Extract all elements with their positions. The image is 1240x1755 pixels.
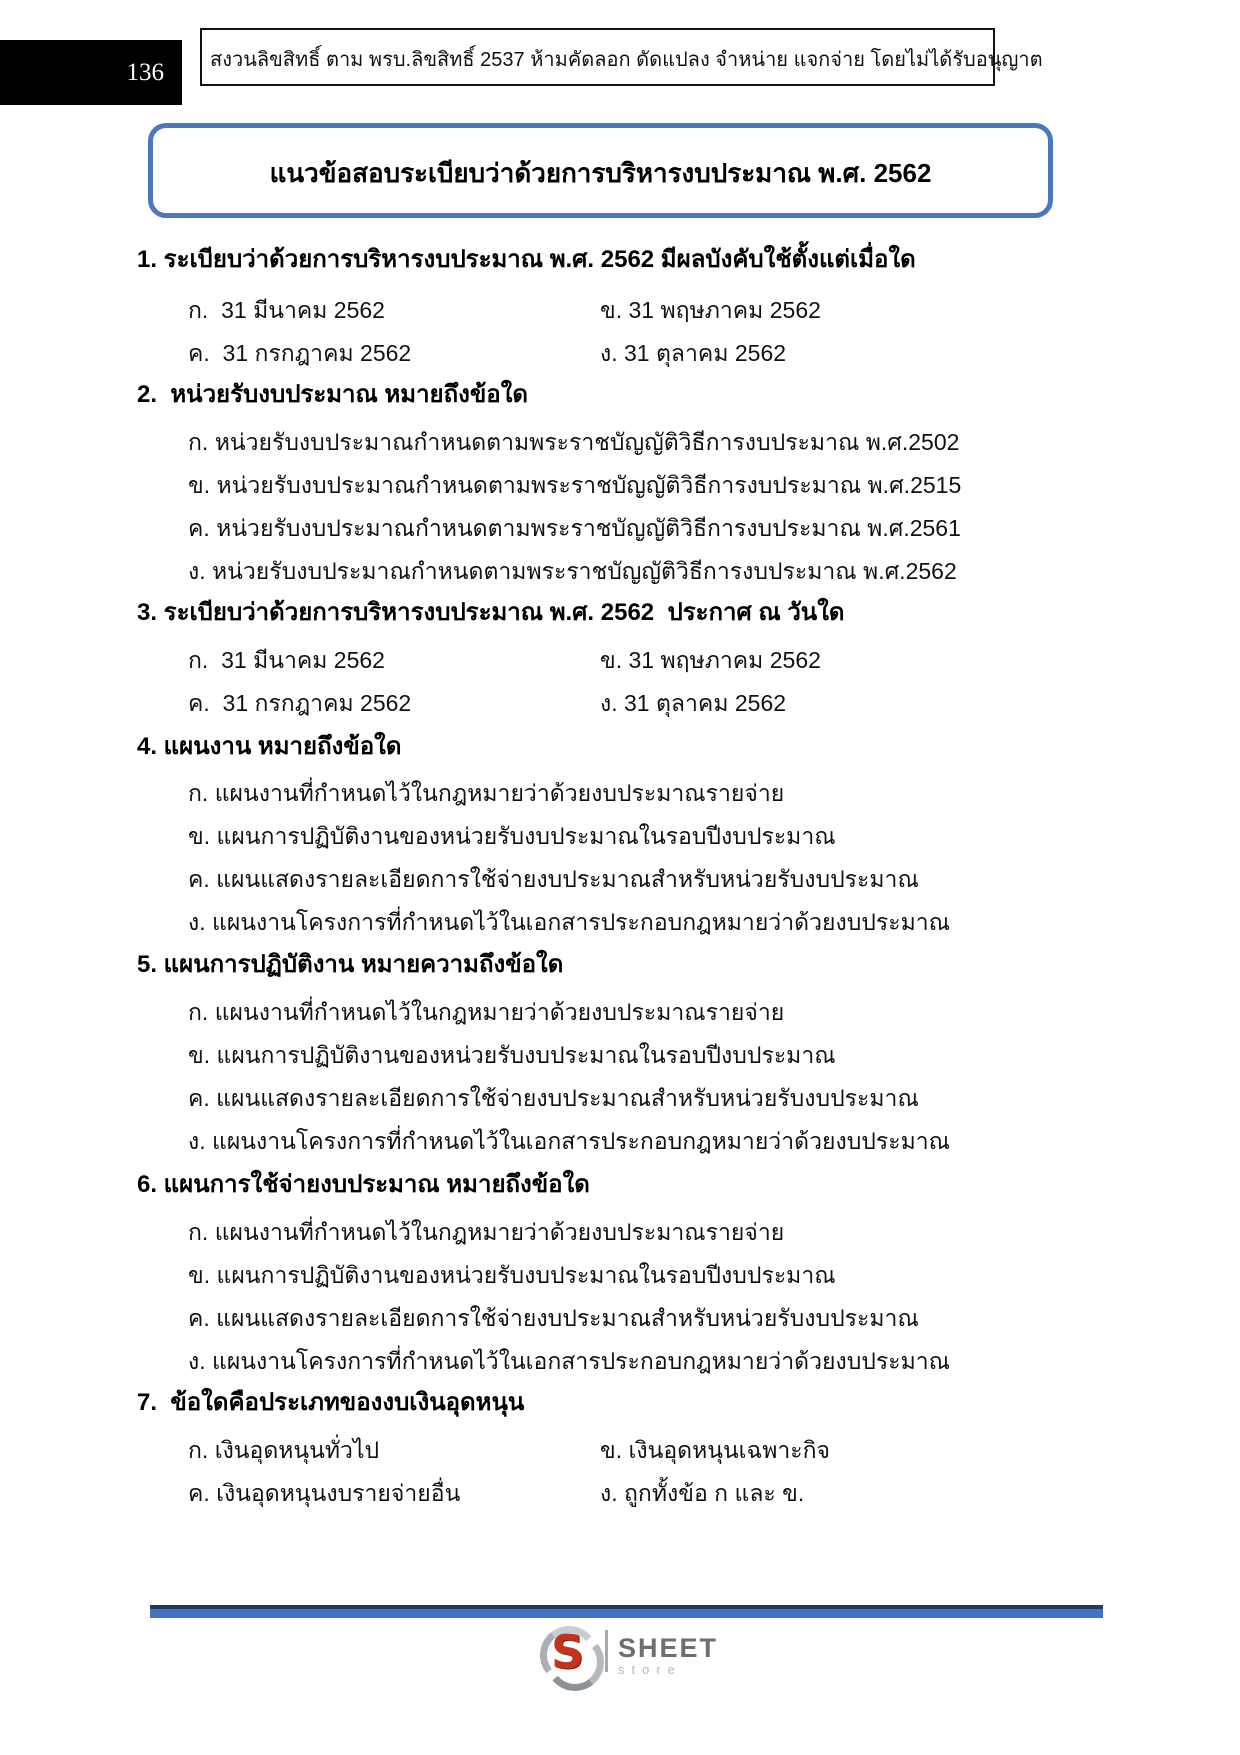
question-2-option-c: ค. หน่วยรับงบประมาณกำหนดตามพระราชบัญญัติวิธีการงบประมาณ พ.ศ.2561 [188,515,961,541]
question-4-option-a: ก. แผนงานที่กำหนดไว้ในกฎหมายว่าด้วยงบประมาณรายจ่าย [188,780,785,806]
question-1-option-b: ข. 31 พฤษภาคม 2562 [600,297,821,323]
question-7-option-d: ง. ถูกทั้งข้อ ก และ ข. [600,1480,805,1506]
question-5-heading: 5. แผนการปฏิบัติงาน หมายความถึงข้อใด [137,951,564,978]
question-3-option-d: ง. 31 ตุลาคม 2562 [600,690,787,716]
question-1-heading: 1. ระเบียบว่าด้วยการบริหารงบประมาณ พ.ศ. 2562 มีผลบังคับใช้ตั้งแต่เมื่อใด [137,246,916,273]
document-title-box [148,123,1053,218]
brand-text [618,1626,718,1677]
question-6-option-c: ค. แผนแสดงรายละเอียดการใช้จ่ายงบประมาณสำหรับหน่วยรับงบประมาณ [188,1305,919,1331]
question-1-option-a: ก. 31 มีนาคม 2562 [188,297,385,323]
copyright-notice-text: สงวนลิขสิทธิ์ ตาม พรบ.ลิขสิทธิ์ 2537 ห้ามคัดลอก ดัดแปลง จำหน่าย แจกจ่าย โดยไม่ได้รับอนุญาต [210,49,1043,71]
question-6-heading: 6. แผนการใช้จ่ายงบประมาณ หมายถึงข้อใด [137,1171,590,1198]
question-4-option-c: ค. แผนแสดงรายละเอียดการใช้จ่ายงบประมาณสำหรับหน่วยรับงบประมาณ [188,866,919,892]
question-5-option-d: ง. แผนงานโครงการที่กำหนดไว้ในเอกสารประกอบกฎหมายว่าด้วยงบประมาณ [188,1128,951,1154]
question-6-option-a: ก. แผนงานที่กำหนดไว้ในกฎหมายว่าด้วยงบประมาณรายจ่าย [188,1219,785,1245]
brand-subtitle: store [618,1662,682,1677]
question-3-heading: 3. ระเบียบว่าด้วยการบริหารงบประมาณ พ.ศ. 2562 ประกาศ ณ วันใด [137,599,845,626]
question-1-option-c: ค. 31 กรกฎาคม 2562 [188,340,412,366]
question-7-option-a: ก. เงินอุดหนุนทั่วไป [188,1437,380,1463]
page-number: 136 [126,58,164,86]
question-6-option-b: ข. แผนการปฏิบัติงานของหน่วยรับงบประมาณในรอบปีงบประมาณ [188,1262,836,1288]
question-4-heading: 4. แผนงาน หมายถึงข้อใด [137,733,402,760]
question-7-heading: 7. ข้อใดคือประเภทของงบเงินอุดหนุน [137,1389,525,1416]
sheet-store-logo-icon [541,1626,597,1682]
question-4-option-d: ง. แผนงานโครงการที่กำหนดไว้ในเอกสารประกอบกฎหมายว่าด้วยงบประมาณ [188,909,951,935]
question-1-option-d: ง. 31 ตุลาคม 2562 [600,340,787,366]
question-7-option-c: ค. เงินอุดหนุนงบรายจ่ายอื่น [188,1480,461,1506]
question-5-option-b: ข. แผนการปฏิบัติงานของหน่วยรับงบประมาณในรอบปีงบประมาณ [188,1042,836,1068]
question-5-option-c: ค. แผนแสดงรายละเอียดการใช้จ่ายงบประมาณสำหรับหน่วยรับงบประมาณ [188,1085,919,1111]
question-6-option-d: ง. แผนงานโครงการที่กำหนดไว้ในเอกสารประกอบกฎหมายว่าด้วยงบประมาณ [188,1348,951,1374]
question-3-option-b: ข. 31 พฤษภาคม 2562 [600,647,821,673]
logo-s-letter: S [551,1625,585,1679]
document-title: แนวข้อสอบระเบียบว่าด้วยการบริหารงบประมาณ พ.ศ. 2562 [269,158,932,188]
question-2-option-a: ก. หน่วยรับงบประมาณกำหนดตามพระราชบัญญัติวิธีการงบประมาณ พ.ศ.2502 [188,429,960,455]
sheet-store-brand [541,1626,718,1682]
question-3-option-a: ก. 31 มีนาคม 2562 [188,647,385,673]
question-4-option-b: ข. แผนการปฏิบัติงานของหน่วยรับงบประมาณในรอบปีงบประมาณ [188,823,836,849]
page-number-box [0,40,182,105]
footer-divider-bar [150,1605,1103,1618]
question-2-option-d: ง. หน่วยรับงบประมาณกำหนดตามพระราชบัญญัติวิธีการงบประมาณ พ.ศ.2562 [188,558,957,584]
question-5-option-a: ก. แผนงานที่กำหนดไว้ในกฎหมายว่าด้วยงบประมาณรายจ่าย [188,999,785,1025]
question-3-option-c: ค. 31 กรกฎาคม 2562 [188,690,412,716]
copyright-notice-box [200,28,1043,86]
question-2-option-b: ข. หน่วยรับงบประมาณกำหนดตามพระราชบัญญัติวิธีการงบประมาณ พ.ศ.2515 [188,472,962,498]
question-7-option-b: ข. เงินอุดหนุนเฉพาะกิจ [600,1437,831,1463]
question-2-heading: 2. หน่วยรับงบประมาณ หมายถึงข้อใด [137,381,528,408]
brand-name: SHEET [618,1633,719,1663]
logo-divider [605,1630,608,1672]
